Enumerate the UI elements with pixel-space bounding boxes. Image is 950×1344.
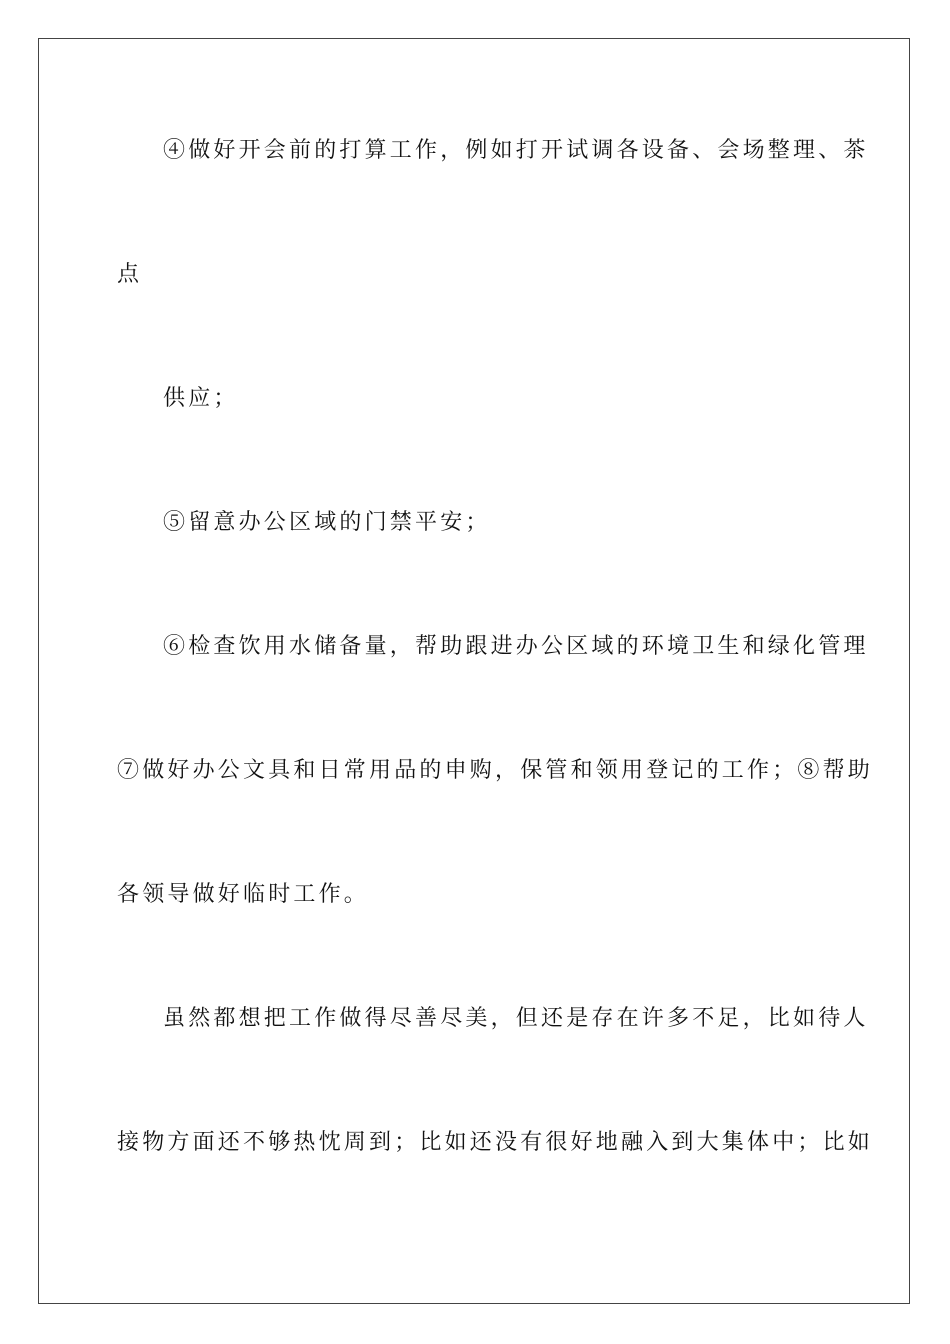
page-border (38, 38, 910, 1304)
text-line-3: 供应； (163, 386, 239, 411)
text-line-2: 点 (117, 262, 143, 287)
text-line-7: 各领导做好临时工作。 (117, 882, 370, 907)
text-line-5: ⑥检查饮用水储备量，帮助跟进办公区域的环境卫生和绿化管理 (163, 634, 869, 659)
text-line-1: ④做好开会前的打算工作，例如打开试调各设备、会场整理、茶 (163, 138, 869, 163)
text-line-6: ⑦做好办公文具和日常用品的申购，保管和领用登记的工作；⑧帮助 (117, 758, 874, 783)
text-line-8: 虽然都想把工作做得尽善尽美，但还是存在许多不足，比如待人 (163, 1006, 869, 1031)
text-line-4: ⑤留意办公区域的门禁平安； (163, 510, 491, 535)
text-line-9: 接物方面还不够热忱周到；比如还没有很好地融入到大集体中；比如 (117, 1130, 874, 1155)
